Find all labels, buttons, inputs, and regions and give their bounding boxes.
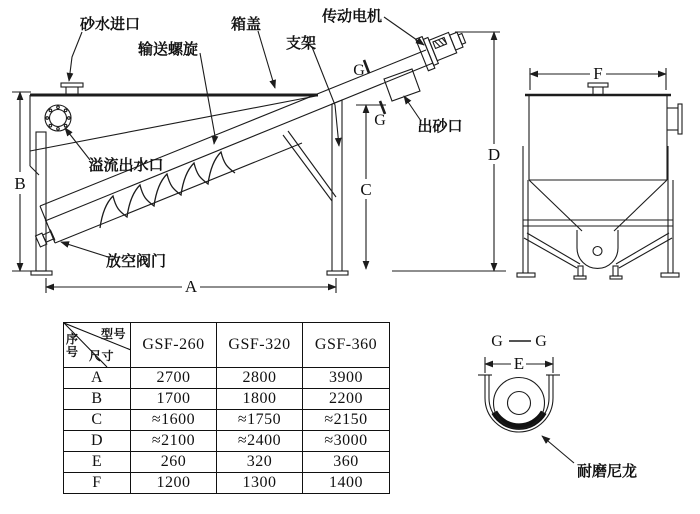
corner-model-label: 型号 [100, 327, 126, 341]
dim-letter-g-lower: G [374, 112, 386, 129]
dim-letter-g-upper: G [353, 62, 365, 79]
callout-drain-valve: 放空阀门 [105, 254, 167, 270]
table-row [64, 452, 390, 473]
spec-cell: 1800 [217, 389, 303, 410]
screw-trough [40, 50, 433, 243]
callout-sand-outlet: 出砂口 [417, 119, 463, 135]
section-title-left-g: G [491, 333, 503, 350]
table-row [64, 473, 390, 494]
dim-letter-b: B [14, 174, 26, 193]
column-header-model: GSF-360 [303, 323, 390, 368]
sand-outlet-chute [384, 69, 420, 101]
spec-cell: ≈1750 [217, 410, 303, 431]
column-header-model: GSF-320 [217, 323, 303, 368]
sand-water-inlet-fitting [61, 83, 83, 95]
spec-cell: 1700 [131, 389, 217, 410]
row-dim-label: F [64, 473, 131, 494]
spec-cell: ≈1600 [131, 410, 217, 431]
spec-cell: ≈2100 [131, 431, 217, 452]
end-view [517, 68, 682, 279]
row-dim-label: A [64, 368, 131, 389]
callout-conveying-screw: 输送螺旋 [137, 42, 199, 58]
spec-cell: ≈2400 [217, 431, 303, 452]
row-dim-label: D [64, 431, 131, 452]
dim-letter-d: D [487, 145, 501, 164]
row-dim-label: B [64, 389, 131, 410]
callout-box-cover: 箱盖 [230, 17, 262, 33]
dim-letter-e: E [513, 354, 525, 373]
spec-cell: 320 [217, 452, 303, 473]
callout-sand-water-inlet: 砂水进口 [79, 17, 141, 33]
spec-cell: 1300 [217, 473, 303, 494]
corner-index-label: 序号 [66, 332, 79, 359]
leader-lines [61, 17, 424, 257]
table-row [64, 410, 390, 431]
spec-cell: 1400 [303, 473, 390, 494]
callout-support: 支架 [285, 36, 317, 52]
spec-cell: 2200 [303, 389, 390, 410]
table-row [64, 431, 390, 452]
main-elevation-view [12, 17, 506, 293]
callout-overflow-outlet: 溢流出水口 [88, 158, 164, 174]
spec-cell: ≈2150 [303, 410, 390, 431]
row-dim-label: E [64, 452, 131, 473]
spec-cell: 260 [131, 452, 217, 473]
overflow-flange [45, 105, 71, 131]
drain-valve-fitting [36, 229, 55, 246]
dim-letter-f: F [593, 64, 603, 83]
corner-size-label: 尺寸 [89, 349, 115, 363]
row-dim-label: C [64, 410, 131, 431]
spec-cell: 2800 [217, 368, 303, 389]
drive-motor-assembly [416, 22, 470, 70]
spec-cell: ≈3000 [303, 431, 390, 452]
spec-cell: 2700 [131, 368, 217, 389]
model-dimension-table [63, 322, 390, 494]
spec-cell: 1200 [131, 473, 217, 494]
dim-letter-a: A [184, 277, 198, 296]
dim-letter-c: C [360, 180, 372, 199]
spec-table [63, 322, 389, 494]
section-title-right-g: G [535, 333, 547, 350]
callout-wear-nylon: 耐磨尼龙 [576, 464, 638, 480]
table-corner-cell [64, 323, 131, 368]
callout-drive-motor: 传动电机 [321, 9, 383, 25]
spec-cell: 360 [303, 452, 390, 473]
column-header-model: GSF-260 [131, 323, 217, 368]
left-leg [31, 132, 52, 275]
table-row [64, 368, 390, 389]
spec-cell: 3900 [303, 368, 390, 389]
diagonal-brace [283, 131, 336, 201]
table-row [64, 389, 390, 410]
